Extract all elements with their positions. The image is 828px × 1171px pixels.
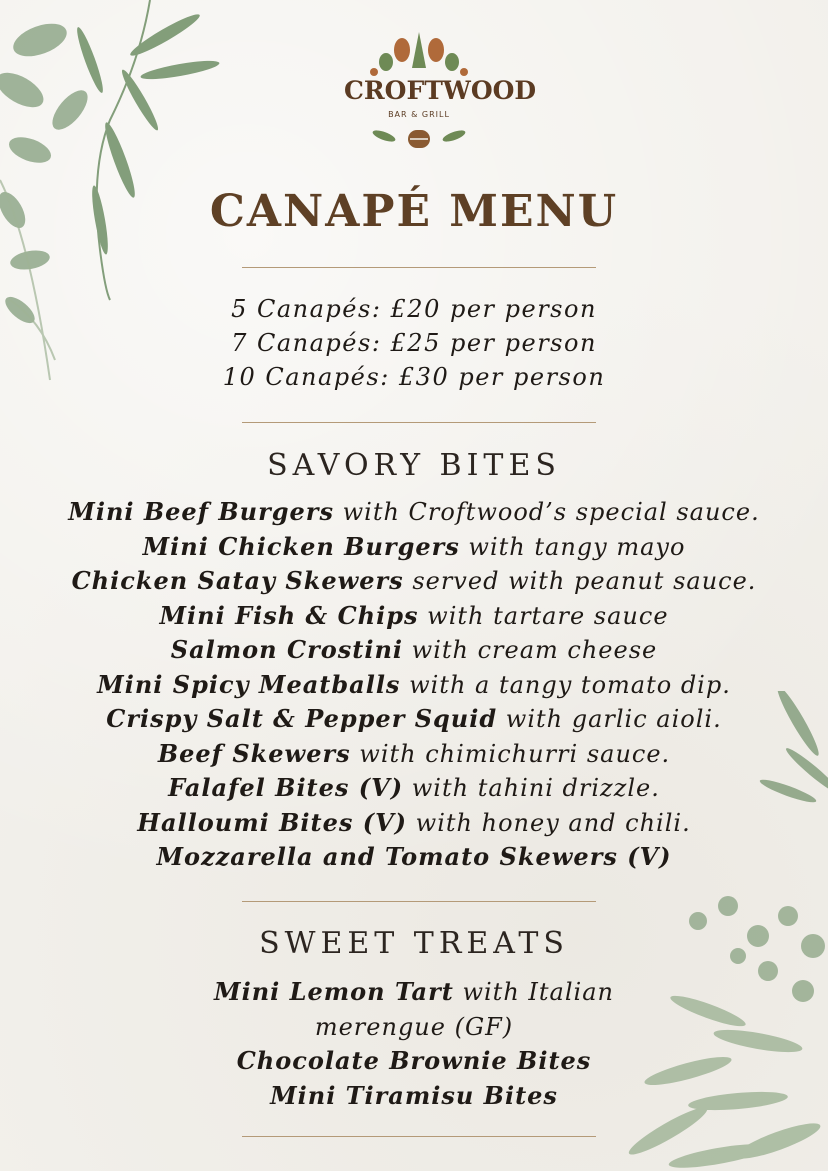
- sweet-heading: SWEET TREATS: [259, 926, 569, 961]
- price-option: 5 Canapés: £20 per person: [231, 295, 597, 323]
- menu-item: Beef Skewers with chimichurri sauce.: [157, 738, 671, 768]
- menu-item: merengue (GF): [314, 1012, 514, 1041]
- menu-item: Mini Fish & Chips with tartare sauce: [159, 600, 669, 630]
- divider-3: [242, 901, 596, 902]
- menu-title: CANAPÉ MENU: [209, 186, 619, 237]
- divider-1: [242, 267, 596, 268]
- pricing-list: [0, 292, 828, 394]
- menu-item: Halloumi Bites (V) with honey and chili.: [137, 807, 691, 837]
- savory-list: [0, 495, 828, 875]
- savory-heading: SAVORY BITES: [267, 448, 561, 483]
- menu-item: Mini Tiramisu Bites: [270, 1080, 558, 1110]
- menu-item: Salmon Crostini with cream cheese: [170, 635, 658, 664]
- menu-item: Chocolate Brownie Bites: [236, 1046, 592, 1075]
- logo-tagline: BAR & GRILL: [388, 110, 450, 119]
- menu-item: Mini Spicy Meatballs with a tangy tomato dip.: [97, 669, 731, 699]
- menu-item: Falafel Bites (V) with tahini drizzle.: [168, 773, 660, 802]
- divider-2: [242, 422, 596, 423]
- price-option: 7 Canapés: £25 per person: [231, 329, 597, 357]
- menu-item: Chicken Satay Skewers served with peanut sauce.: [71, 566, 757, 595]
- croftwood-logo: [344, 28, 537, 156]
- divider-4: [242, 1136, 596, 1137]
- logo-wordmark: CROFTWOOD: [344, 76, 537, 105]
- menu-item: Mozzarella and Tomato Skewers (V): [156, 842, 672, 871]
- menu-item: Mini Chicken Burgers with tangy mayo: [142, 531, 686, 561]
- menu-item: Crispy Salt & Pepper Squid with garlic aioli.: [106, 704, 722, 733]
- menu-item: Mini Beef Burgers with Croftwood’s special sauce.: [68, 497, 760, 526]
- menu-item: Mini Lemon Tart with Italian: [214, 977, 614, 1006]
- sweet-list: [0, 975, 828, 1113]
- price-option: 10 Canapés: £30 per person: [222, 363, 606, 391]
